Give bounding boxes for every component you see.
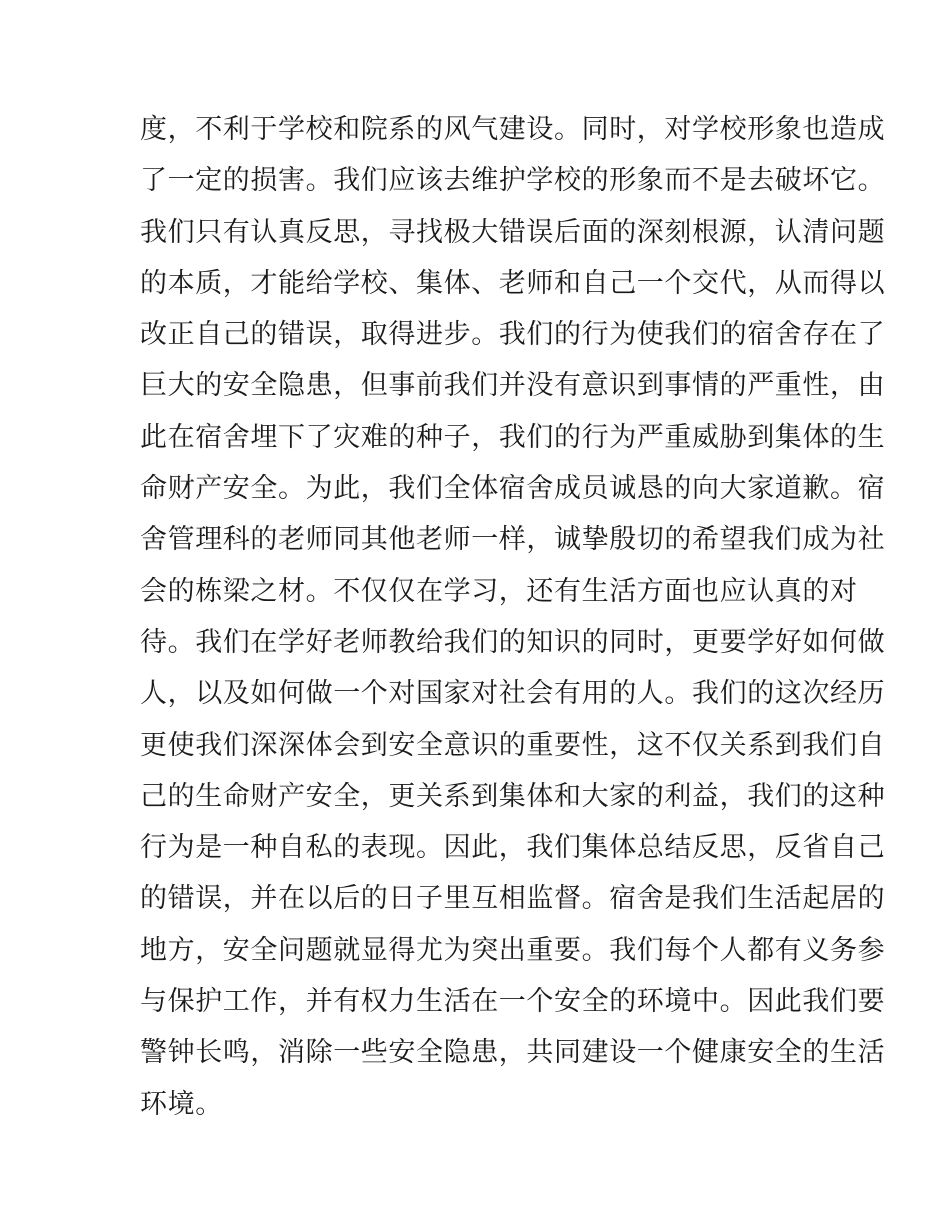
text-line: 与保护工作，并有权力生活在一个安全的环境中。因此我们要 <box>140 986 886 1018</box>
text-line: 更使我们深深体会到安全意识的重要性，这不仅关系到我们自 <box>140 729 886 761</box>
text-line: 的本质，才能给学校、集体、老师和自己一个交代，从而得以 <box>140 267 886 299</box>
text-line: 环境。 <box>140 1088 223 1120</box>
text-line: 己的生命财产安全，更关系到集体和大家的利益，我们的这种 <box>140 780 886 812</box>
text-line: 命财产安全。为此，我们全体宿舍成员诚恳的向大家道歉。宿 <box>140 473 886 505</box>
body-text <box>140 104 886 1130</box>
text-line: 会的栋梁之材。不仅仅在学习，还有生活方面也应认真的对 <box>140 575 858 607</box>
text-line: 了一定的损害。我们应该去维护学校的形象而不是去破坏它。 <box>140 165 886 197</box>
text-line: 地方，安全问题就显得尤为突出重要。我们每个人都有义务参 <box>140 934 886 966</box>
text-line: 警钟长鸣，消除一些安全隐患，共同建设一个健康安全的生活 <box>140 1037 886 1069</box>
text-line: 舍管理科的老师同其他老师一样，诚挚殷切的希望我们成为社 <box>140 524 886 556</box>
text-line: 度，不利于学校和院系的风气建设。同时，对学校形象也造成 <box>140 114 886 145</box>
text-line: 的错误，并在以后的日子里互相监督。宿舍是我们生活起居的 <box>140 883 886 915</box>
text-line: 人，以及如何做一个对国家对社会有用的人。我们的这次经历 <box>140 678 886 710</box>
text-line: 我们只有认真反思，寻找极大错误后面的深刻根源，认清问题 <box>140 216 886 248</box>
text-line: 此在宿舍埋下了灾难的种子，我们的行为严重威胁到集体的生 <box>140 421 886 453</box>
text-line: 巨大的安全隐患，但事前我们并没有意识到事情的严重性，由 <box>140 370 886 402</box>
text-line: 改正自己的错误，取得进步。我们的行为使我们的宿舍存在了 <box>140 319 886 351</box>
text-line: 待。我们在学好老师教给我们的知识的同时，更要学好如何做 <box>140 626 886 658</box>
text-line: 行为是一种自私的表现。因此，我们集体总结反思，反省自己 <box>140 832 886 864</box>
